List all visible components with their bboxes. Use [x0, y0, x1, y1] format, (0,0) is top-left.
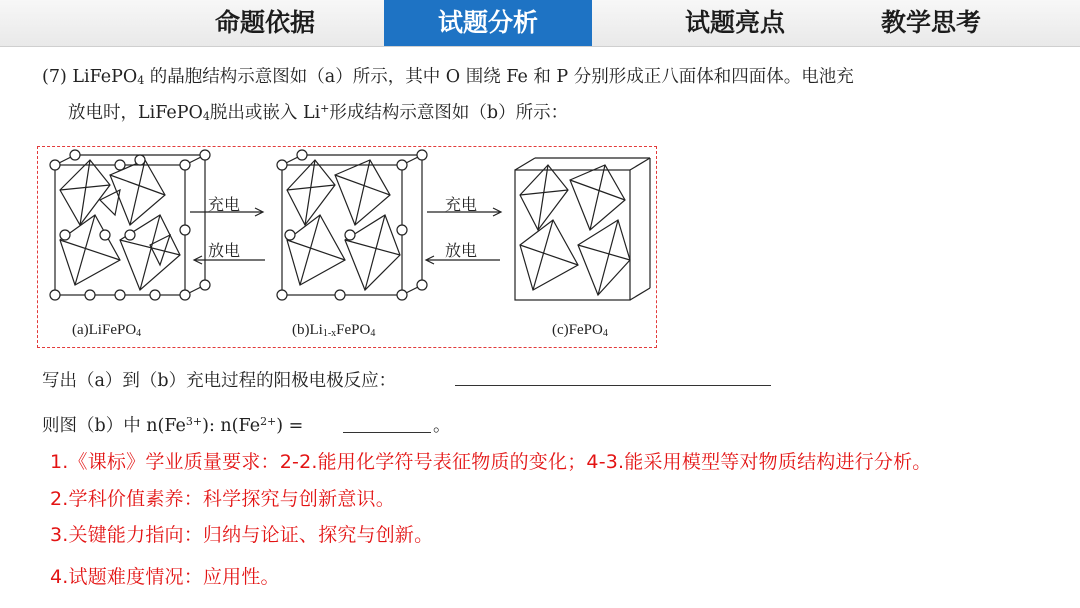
question-text: 则图（b）中 n(Fe	[42, 416, 186, 436]
subscript: 1-x	[322, 328, 337, 339]
charge-label-1: 充电	[208, 195, 241, 214]
analysis-item-2: 2.学科价值素养：科学探究与创新意识。	[50, 488, 395, 510]
question-text: 脱出或嵌入 Li	[209, 103, 321, 123]
li-ions-b	[277, 150, 427, 300]
question-text: (7) LiFePO	[42, 67, 138, 87]
unit-cell-c	[515, 158, 650, 300]
question-text: ): n(Fe	[202, 416, 261, 436]
subscript: 4	[136, 328, 142, 339]
charge-label-2: 充电	[445, 195, 478, 214]
subscript: 4	[202, 110, 210, 123]
analysis-item-1: 1.《课标》学业质量要求：2-2.能用化学符号表征物质的变化；4-3.能采用模型等对物质结构进行分析。	[50, 451, 932, 473]
tab-proposition-basis[interactable]: 命题依据	[214, 8, 315, 37]
question-text: 形成结构示意图如（b）所示：	[329, 103, 569, 123]
caption-a	[72, 322, 141, 339]
discharge-label-1: 放电	[208, 241, 241, 260]
tab-teaching-reflection[interactable]: 教学思考	[880, 8, 981, 37]
discharge-label-2: 放电	[445, 241, 478, 260]
answer-blank-1	[455, 385, 771, 386]
subscript: 4	[370, 328, 376, 339]
superscript: 3+	[185, 415, 203, 428]
caption-text: (b)Li	[292, 322, 323, 338]
question-ask-2	[42, 412, 303, 437]
question-ask-1: 写出（a）到（b）充电过程的阳极电极反应：	[42, 371, 397, 391]
superscript: 2+	[260, 415, 277, 428]
analysis-item-3: 3.关键能力指向：归纳与论证、探究与创新。	[50, 524, 434, 546]
question-text: ) =	[276, 416, 304, 436]
caption-c	[552, 322, 608, 339]
tab-question-highlights[interactable]: 试题亮点	[684, 8, 785, 37]
answer-blank-2	[343, 432, 431, 433]
caption-text: (a)LiFePO	[72, 322, 137, 338]
question-end-mark: 。	[433, 416, 451, 436]
caption-text: (c)FePO	[552, 322, 603, 338]
caption-text: FePO	[336, 322, 371, 338]
question-text: 的晶胞结构示意图如（a）所示，其中 O 围绕 Fe 和 P 分别形成正八面体和四面体。电池充	[144, 67, 854, 87]
tab-question-analysis[interactable]: 试题分析	[384, 0, 592, 46]
superscript: +	[320, 102, 330, 115]
caption-b	[292, 322, 375, 339]
question-text: 放电时，LiFePO	[68, 103, 203, 123]
subscript: 4	[602, 328, 608, 339]
subscript: 4	[137, 74, 145, 87]
analysis-item-4: 4.试题难度情况：应用性。	[50, 566, 280, 588]
